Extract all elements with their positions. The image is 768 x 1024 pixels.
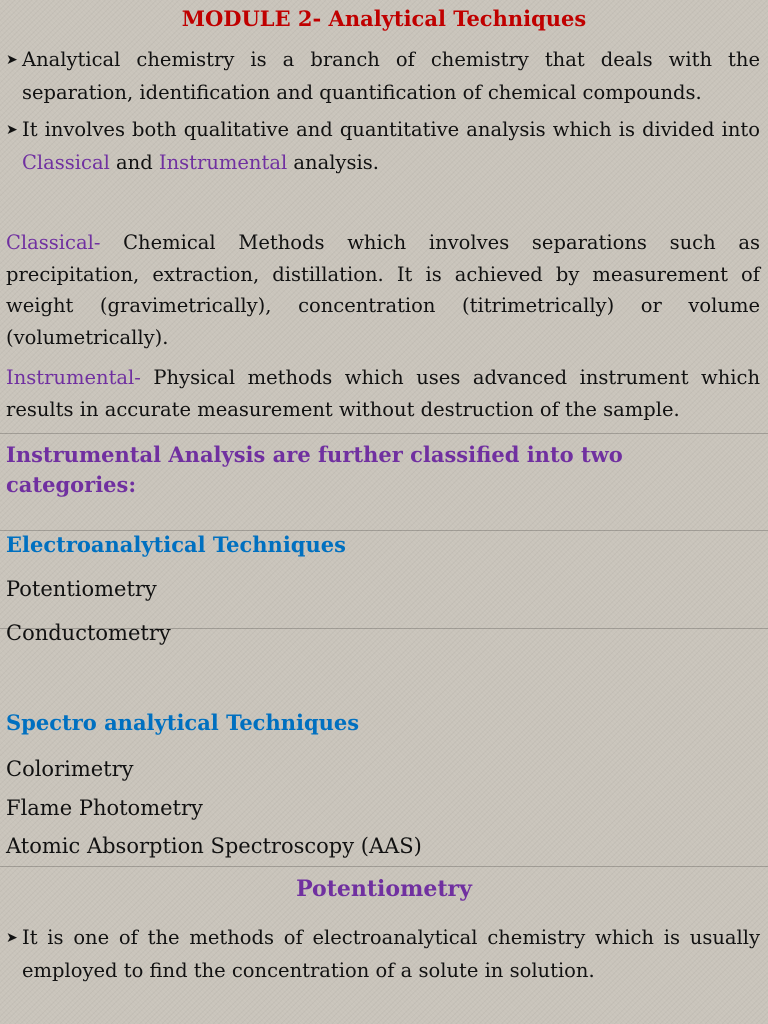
list-item: Colorimetry — [6, 757, 134, 781]
potentiometry-heading: Potentiometry — [296, 876, 472, 902]
classical-section — [6, 227, 760, 353]
intro-bullet-1-text: Analytical chemistry is a branch of chemistry that deals with the separation, identification and quantification of chemical compounds. — [22, 48, 760, 104]
arrow-bullet-icon: ➤ — [6, 122, 18, 138]
instrumental-section — [6, 362, 760, 425]
potentiometry-bullet-text: It is one of the methods of electroanalytical chemistry which is usually employed to find the concentration of a solute in solution. — [22, 926, 760, 982]
classical-term: Classical — [22, 150, 110, 174]
instrumental-paragraph — [6, 362, 760, 425]
potentiometry-bullet — [6, 922, 760, 986]
list-item: Conductometry — [6, 621, 171, 645]
instrumental-label: Instrumental- — [6, 366, 141, 389]
further-classification-heading: Instrumental Analysis are further classified into two categories: — [6, 442, 623, 497]
electroanalytical-section — [6, 530, 760, 648]
list-item: Atomic Absorption Spectroscopy (AAS) — [6, 834, 422, 858]
intro-bullet-2 — [6, 114, 760, 178]
intro-bullet-2-end: analysis. — [287, 150, 379, 174]
classical-label: Classical- — [6, 231, 101, 254]
page-title: MODULE 2- Analytical Techniques — [181, 6, 587, 31]
spectroanalytical-heading: Spectro analytical Techniques — [6, 710, 360, 735]
arrow-bullet-icon: ➤ — [6, 52, 18, 68]
list-item: Flame Photometry — [6, 796, 203, 820]
intro-bullet-2-text: It involves both qualitative and quantitative analysis which is divided into — [22, 118, 760, 141]
intro-bullet-1 — [6, 44, 760, 108]
electroanalytical-heading: Electroanalytical Techniques — [6, 532, 346, 557]
potentiometry-section — [6, 922, 760, 986]
conjunction-text: and — [109, 150, 159, 174]
intro-section — [6, 44, 760, 178]
arrow-bullet-icon: ➤ — [6, 930, 18, 946]
instrumental-term: Instrumental — [158, 150, 288, 174]
classical-text: Chemical Methods which involves separations such as precipitation, extraction, distillation. It is achieved by measurement of weight (gravimetrically), concentration (titrimetrically) or volume (volumetrically). — [6, 231, 760, 349]
instrumental-text: Physical methods which uses advanced instrument which results in accurate measurement without destruction of the sample. — [6, 366, 760, 421]
classical-paragraph — [6, 227, 760, 353]
spectroanalytical-section — [6, 708, 760, 861]
list-item: Potentiometry — [6, 577, 157, 601]
